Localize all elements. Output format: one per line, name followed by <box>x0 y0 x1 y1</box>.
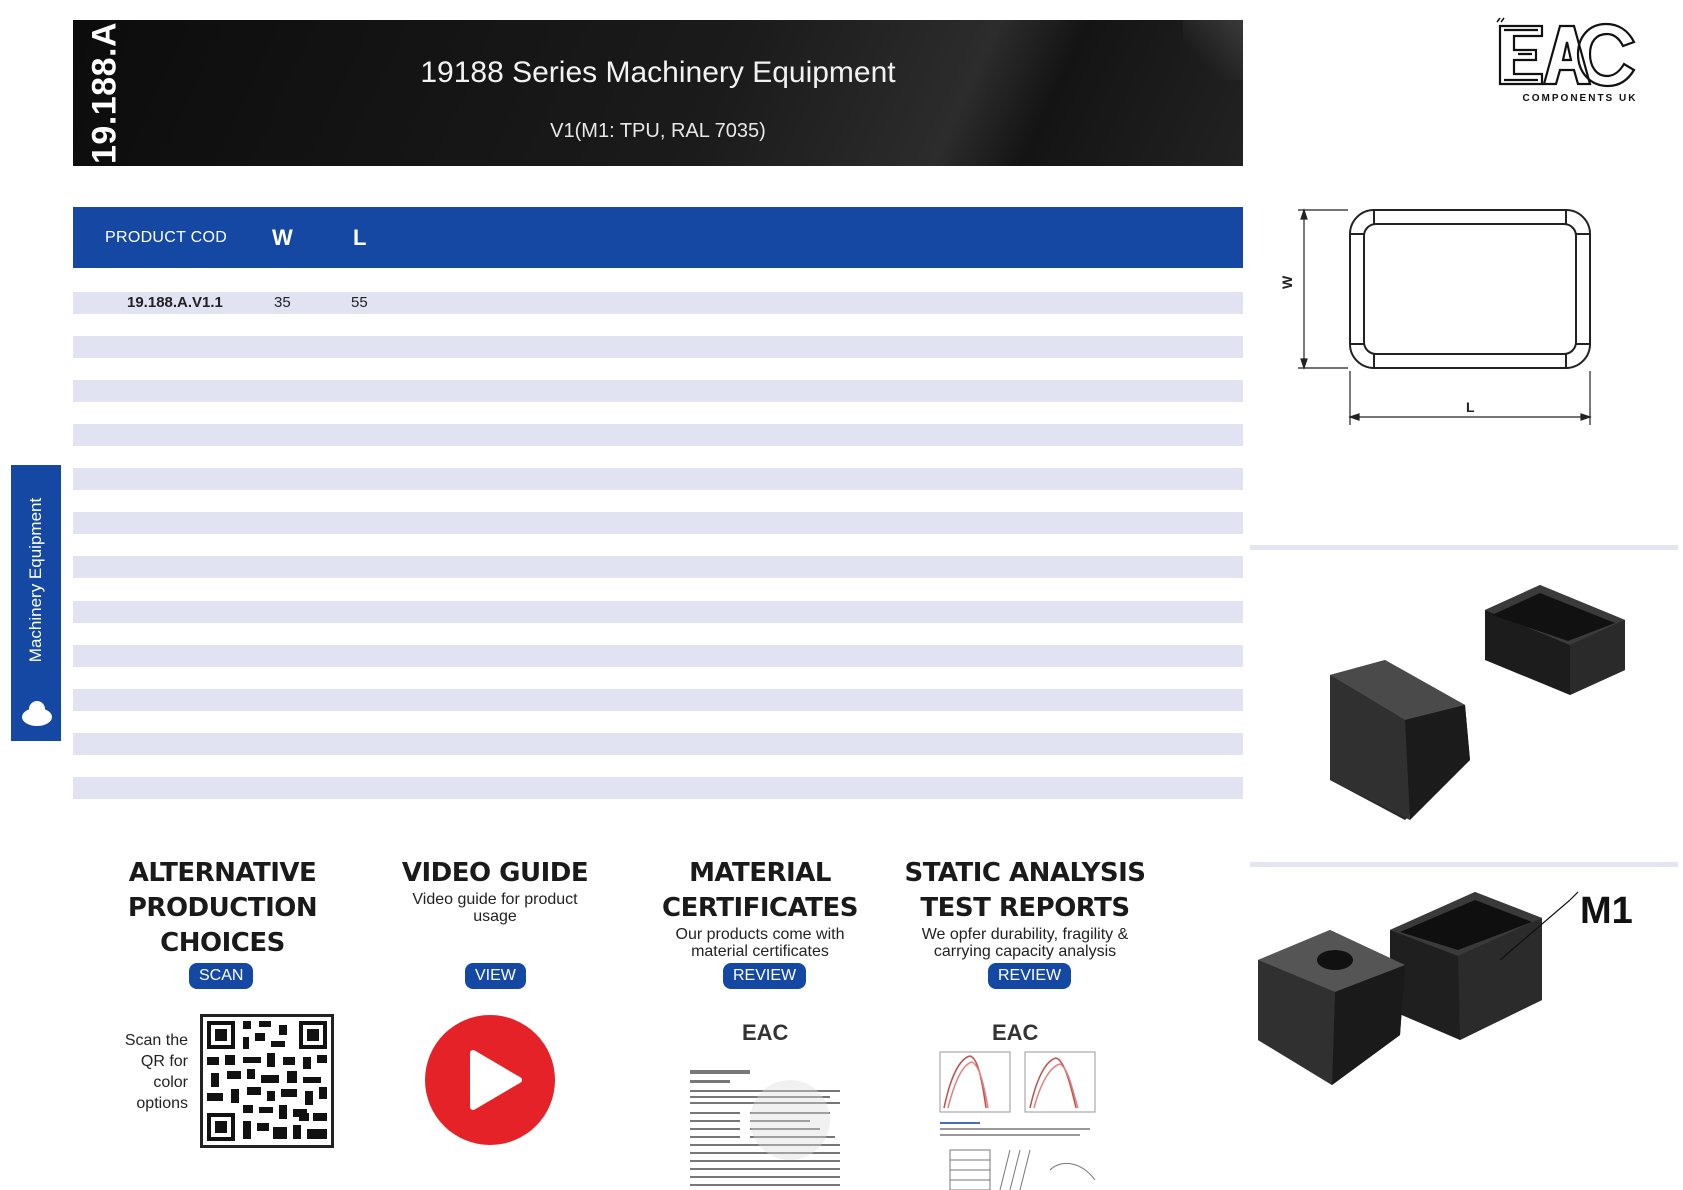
svg-text:EAC: EAC <box>742 1020 789 1045</box>
panel-divider <box>1250 545 1678 550</box>
section-static-analysis <box>895 856 1155 960</box>
test-report-thumbnail[interactable] <box>930 1010 1105 1190</box>
cell-w: 35 <box>274 294 291 311</box>
qr-code[interactable] <box>200 1014 334 1148</box>
table-row <box>73 292 1243 314</box>
table-row-empty <box>73 336 1243 358</box>
svg-text:EAC: EAC <box>992 1020 1039 1045</box>
cell-product-code: 19.188.A.V1.1 <box>127 294 223 311</box>
page-title: 19188 Series Machinery Equipment <box>420 56 896 89</box>
table-row-empty <box>73 468 1243 490</box>
panel-divider <box>1250 862 1678 867</box>
section-alternative-production <box>100 856 345 961</box>
review-reports-button[interactable]: REVIEW <box>988 963 1071 989</box>
table-row-empty <box>73 424 1243 446</box>
table-row-empty <box>73 556 1243 578</box>
side-tab-label: Machinery Equipment <box>26 497 45 663</box>
review-certificates-button[interactable]: REVIEW <box>723 963 806 989</box>
technical-drawing <box>1270 195 1600 435</box>
side-tab <box>11 465 61 741</box>
scan-button[interactable]: SCAN <box>189 963 253 989</box>
column-header-w: W <box>272 225 293 250</box>
view-button[interactable]: VIEW <box>465 963 526 989</box>
section-material-certificates <box>645 856 875 960</box>
section-title: STATIC ANALYSIS TEST REPORTS <box>904 858 1146 923</box>
table-row-empty <box>73 689 1243 711</box>
table-row-empty <box>73 512 1243 534</box>
column-header-product-code: PRODUCT COD <box>105 229 228 246</box>
section-title: ALTERNATIVE PRODUCTION CHOICES <box>127 858 318 958</box>
dimension-w-label: W <box>1279 275 1295 289</box>
table-row-empty <box>73 380 1243 402</box>
table-row-empty <box>73 645 1243 667</box>
dimension-l-label: L <box>1466 399 1475 415</box>
product-3d-render <box>1300 575 1640 825</box>
table-row-empty <box>73 601 1243 623</box>
qr-caption: Scan the QR for color options <box>124 1032 188 1112</box>
series-code: 19.188.A <box>85 22 124 164</box>
table-header <box>73 207 1243 268</box>
section-title: VIDEO GUIDE <box>401 858 589 888</box>
section-title: MATERIAL CERTIFICATES <box>662 858 858 923</box>
play-icon[interactable] <box>425 1015 555 1145</box>
page-subtitle: V1(M1: TPU, RAL 7035) <box>550 120 766 142</box>
column-header-l: L <box>353 225 367 250</box>
section-description: We opfer durability, fragility & carrying capacity analysis <box>921 926 1129 960</box>
machine-icon <box>21 699 53 727</box>
series-code-vertical <box>85 20 125 166</box>
logo-caption: COMPONENTS UK <box>1522 93 1638 104</box>
material-label: M1 <box>1580 890 1633 932</box>
section-video-guide <box>380 856 610 925</box>
header-banner <box>73 20 1243 166</box>
table-row-empty <box>73 777 1243 799</box>
certificate-thumbnail[interactable] <box>680 1010 850 1190</box>
cell-l: 55 <box>351 294 368 311</box>
table-row-empty <box>73 733 1243 755</box>
section-description: Video guide for product usage <box>412 891 578 925</box>
section-description: Our products come with material certificates <box>675 926 845 960</box>
